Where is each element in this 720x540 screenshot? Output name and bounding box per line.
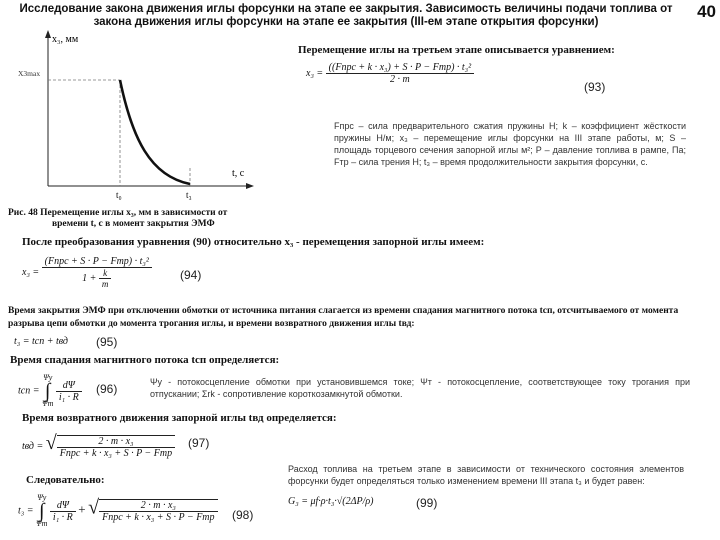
eq96-integral-limits [42, 374, 53, 408]
eq93-numerator: ((Fпрс + k · x₃) + S · P − Fтр) · t₃² [326, 62, 474, 74]
eq93-legend: Fпрс – сила предварительного сжатия пружины Н; k – коэффициент жёсткости пружины Н/м; x₃ – перемещение иглы форсунки на III этапе работы, м; S – площадь торцевого сечения запорной иглы м²; P – давление топлива в рампе, Па; Fтр – сила трения Н; t₃ – время продолжительности закрытия форсунки, с. [334, 121, 686, 167]
eq97-formula [22, 432, 175, 459]
eq96-upper: Ψу [43, 373, 53, 382]
slide-title: Исследование закона движения иглы форсунки на этапе ее закрытия. Зависимость величины подачи топлива от закона движения иглы форсунки на этапе ее закрытия (III-ем этапе открытия форсунки) [19, 3, 673, 28]
integral-sign-icon: ∫ [38, 500, 45, 522]
y-axis-arrow [45, 30, 51, 38]
eq98-sqrt-den: Fпрс + k · x₃ + S · P − Fтр [102, 512, 215, 523]
eq96-lower: Ψт [41, 399, 54, 408]
closing-time-text: Время закрытия ЭМФ при отключении обмотки от источника питания слагается из времени спадания магнитного потока tсп, отсчитываемого от момента разрыва цепи обмотки до момента трогания иглы, и времени возвратного движения иглы tвд: [8, 306, 679, 329]
eq93-number: (93) [584, 80, 606, 94]
eq98-integrand [50, 500, 76, 523]
conclusion-heading: Следовательно: [26, 474, 105, 486]
decay-heading: Время спадания магнитного потока tсп определяется: [10, 354, 280, 366]
eq98-sqrt-fraction [99, 499, 217, 523]
eq95-formula: t₃ = tсп + tвд [14, 336, 68, 347]
eq98-plus: + [78, 501, 86, 517]
eq98-upper: Ψу [37, 493, 47, 502]
eq97-number: (97) [188, 436, 210, 450]
page-number: 40 [697, 2, 716, 21]
eq98-integral-limits [36, 494, 47, 528]
eq96-lhs: tсп = [18, 385, 40, 397]
return-heading: Время возвратного движения запорной иглы tвд определяется: [22, 412, 337, 424]
eq95-number: (95) [96, 335, 118, 349]
decay-legend: Ψу - потокосцепление обмотки при установившемся токе; Ψт - потокосцепление, соответствующее току трогания при отпускании; Σrk - сопротивление короткозамкнутой обмотки. [150, 377, 690, 399]
eq98-integrand-num: dΨ [50, 500, 76, 512]
eq98-lhs: t₃ = [18, 505, 34, 517]
eq93-fraction [326, 62, 474, 85]
eq93-lhs: x₃ = [306, 67, 324, 79]
eq97-lhs: tвд = [22, 441, 44, 452]
eq94-den-k: k [99, 268, 112, 279]
eq97-denominator: Fпрс + k · x₃ + S · P − Fтр [59, 447, 173, 459]
eq94-number: (94) [180, 268, 202, 282]
eq97-numerator: 2 · m · x₃ [57, 436, 175, 448]
figure-caption-line2: времени t, с в момент закрытия ЭМФ [52, 219, 215, 229]
eq93-heading: Перемещение иглы на третьем этапе описывается уравнением: [298, 44, 615, 56]
eq96-formula [18, 374, 82, 408]
sqrt-icon: √ [45, 432, 57, 454]
x-axis-arrow [246, 183, 254, 189]
eq96-integrand-num: dΨ [56, 380, 82, 392]
eq94-fraction [42, 256, 152, 289]
eq96-integrand-den: i₁ · R [58, 391, 79, 403]
eq96-integrand [56, 380, 82, 403]
eq94-k-over-m [99, 268, 112, 289]
y-max-label: X3max [18, 69, 41, 78]
eq93-denominator: 2 · m [390, 74, 410, 85]
eq98-formula [18, 494, 218, 528]
x-axis-label: t, c [232, 168, 245, 179]
eq94-lhs: x₃ = [22, 266, 40, 278]
figure-caption-line1: Рис. 48 Перемещение иглы x₃, мм в зависимости от [8, 208, 228, 218]
eq98-sqrt-num: 2 · m · x₃ [99, 500, 217, 512]
eq96-number: (96) [96, 382, 118, 396]
eq93-formula [306, 62, 474, 85]
needle-displacement-chart [10, 28, 280, 210]
integral-sign-icon: ∫ [44, 380, 51, 402]
eq94-den-one: 1 + [82, 272, 97, 284]
t3-tick-label: t₃ [186, 190, 192, 200]
y-axis-label: x₃, мм [52, 34, 79, 45]
eq94-denominator [42, 268, 152, 289]
eq99-number: (99) [416, 496, 438, 510]
eq97-fraction [57, 435, 175, 459]
eq94-den-m: m [101, 279, 109, 289]
transform-text: После преобразования уравнения (90) относительно x₃ - перемещения запорной иглы имеем: [22, 236, 485, 248]
displacement-curve [120, 80, 190, 184]
eq99-formula: G₃ = μf·ρ·t₃·√(2ΔP/ρ) [288, 496, 374, 507]
eq98-number: (98) [232, 508, 254, 522]
eq94-formula [22, 256, 152, 289]
sqrt-icon: √ [88, 496, 100, 519]
t0-tick-label: t₀ [116, 190, 122, 200]
eq94-numerator: (Fпрс + S · P − Fтр) · t₃² [42, 256, 152, 268]
figure-caption [8, 208, 227, 230]
eq98-integrand-den: i₁ · R [52, 511, 73, 523]
eq98-lower: Ψт [36, 519, 48, 528]
conclusion-legend: Расход топлива на третьем этапе в зависимости от технического состояния элементов форсунки будет определяться только изменением времени III этапа t₃ и будет равен: [288, 464, 684, 486]
